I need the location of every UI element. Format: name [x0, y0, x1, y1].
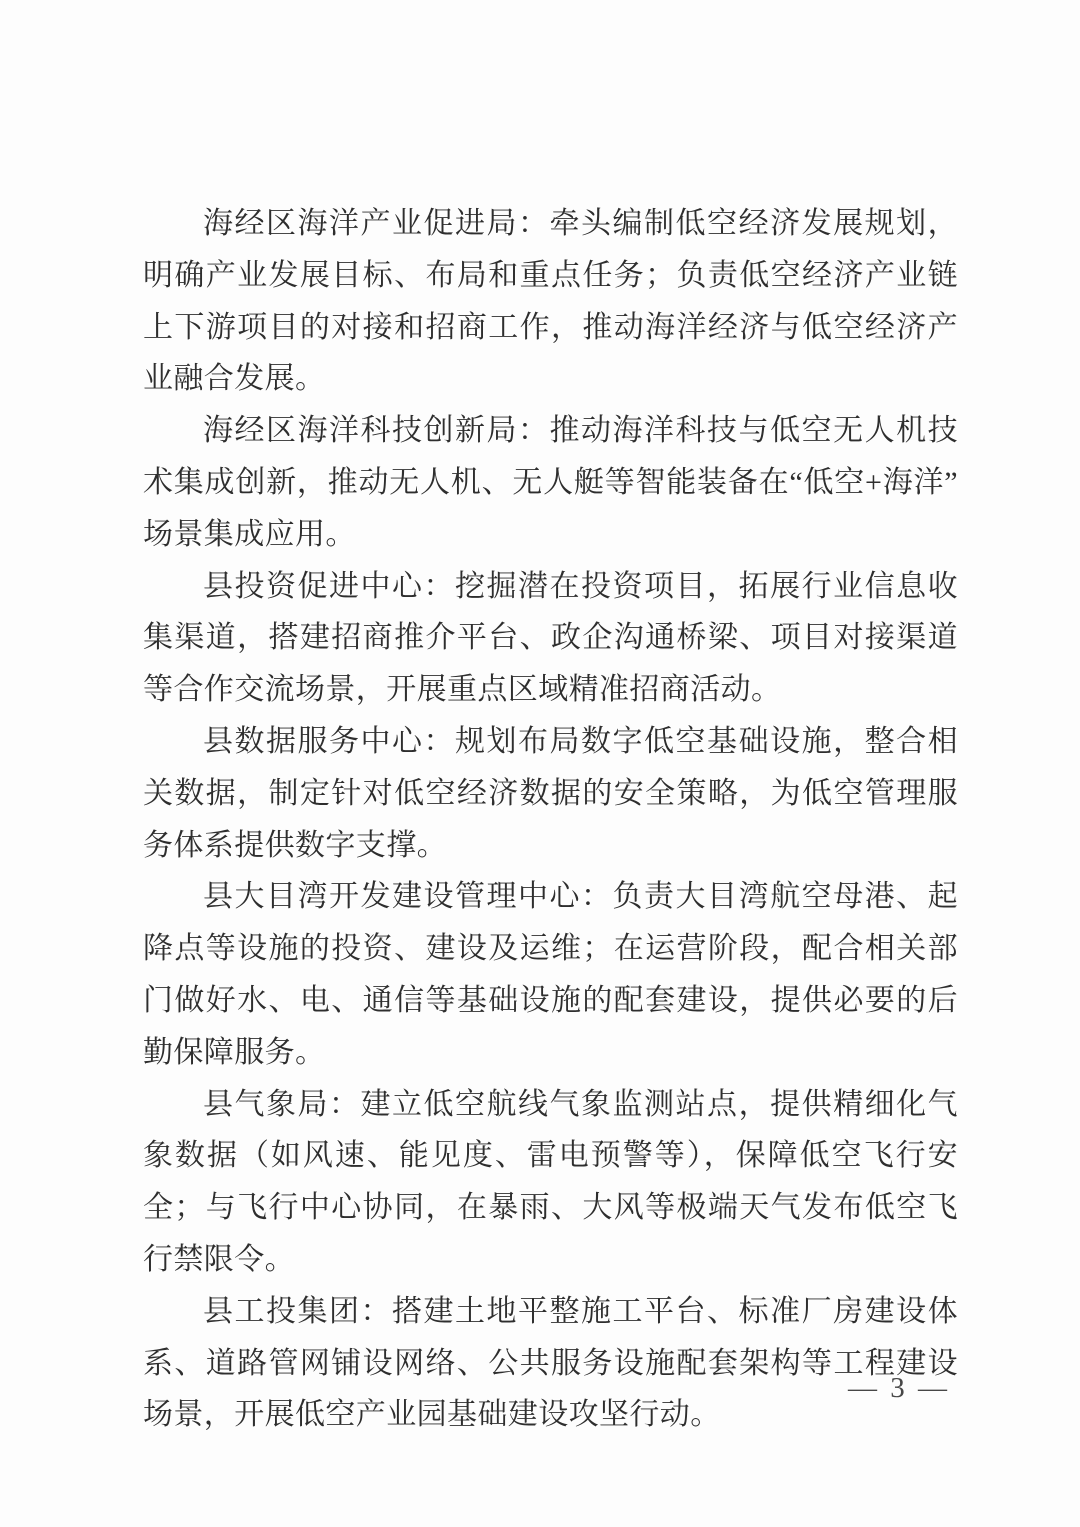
- paragraph-county-investment-center: 县投资促进中心：挖掘潜在投资项目，拓展行业信息收集渠道，搭建招商推介平台、政企沟通桥梁、项目对接渠道等合作交流场景，开展重点区域精准招商活动。: [143, 569, 958, 707]
- paragraph-haijing-ocean-industry-bureau: 海经区海洋产业促进局：牵头编制低空经济发展规划，明确产业发展目标、布局和重点任务；负责低空经济产业链上下游项目的对接和招商工作，推动海洋经济与低空经济产业融合发展。: [143, 207, 958, 396]
- paragraph-county-industrial-investment-group: 县工投集团：搭建土地平整施工平台、标准厂房建设体系、道路管网铺设网络、公共服务设施配套架构等工程建设场景，开展低空产业园基础建设攻坚行动。: [143, 1294, 958, 1432]
- page-number: — 3 —: [848, 1372, 950, 1404]
- paragraph-county-meteorological-bureau: 县气象局：建立低空航线气象监测站点，提供精细化气象数据（如风速、能见度、雷电预警等），保障低空飞行安全；与飞行中心协同，在暴雨、大风等极端天气发布低空飞行禁限令。: [143, 1087, 958, 1276]
- paragraph-county-data-center: 县数据服务中心：规划布局数字低空基础设施，整合相关数据，制定针对低空经济数据的安全策略，为低空管理服务体系提供数字支撑。: [143, 724, 958, 862]
- paragraph-damuwan-development-center: 县大目湾开发建设管理中心：负责大目湾航空母港、起降点等设施的投资、建设及运维；在运营阶段，配合相关部门做好水、电、通信等基础设施的配套建设，提供必要的后勤保障服务。: [143, 880, 958, 1069]
- document-body: [143, 198, 958, 1441]
- paragraph-haijing-marine-tech-bureau: 海经区海洋科技创新局：推动海洋科技与低空无人机技术集成创新，推动无人机、无人艇等智能装备在“低空+海洋”场景集成应用。: [143, 414, 958, 551]
